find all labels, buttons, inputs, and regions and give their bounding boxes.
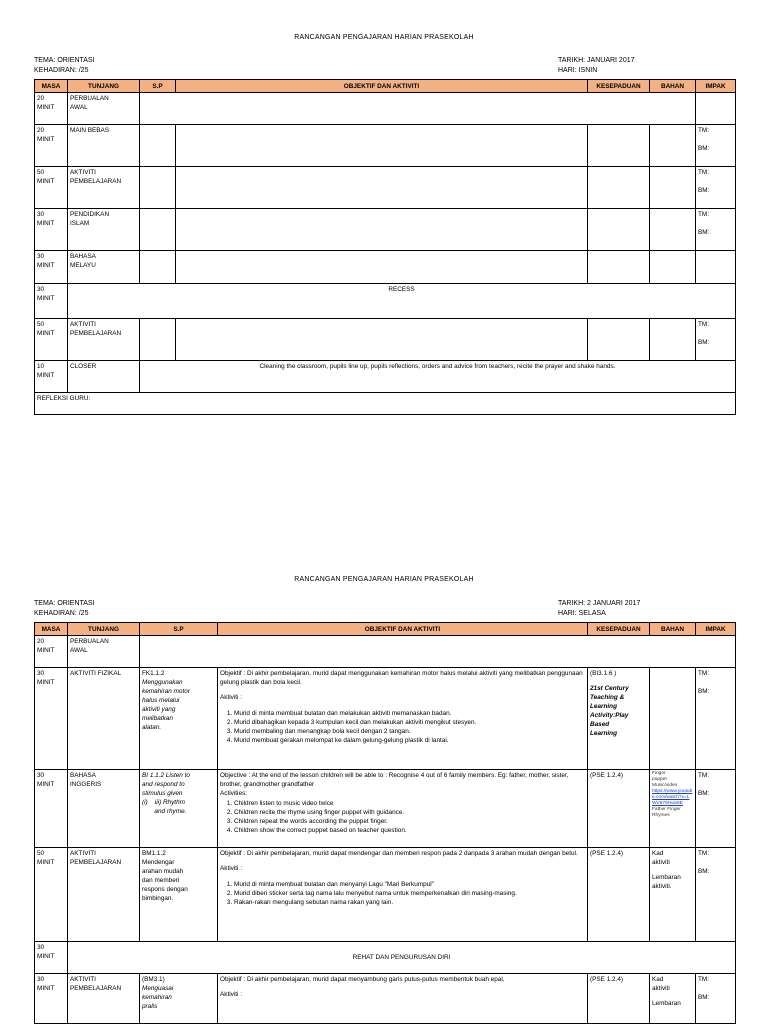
recess-cell: RECESS [68, 284, 736, 319]
header-objektif: OBJEKTIF DAN AKTIVITI [176, 80, 588, 93]
masa-cell: 50 MINIT [35, 167, 68, 209]
tm-label: TM: [698, 127, 710, 134]
header-bahan: BAHAN [650, 80, 696, 93]
bm-label: BM: [698, 145, 710, 152]
tunjang-cell: BAHASA MELAYU [68, 251, 140, 284]
tm-label: TM: [698, 321, 710, 328]
kesepaduan-cell: (PSE 1.2.4) [588, 848, 650, 942]
bahan-text: Lembaran [652, 1000, 681, 1007]
tm-label: TM: [698, 976, 710, 983]
sp-cell [140, 668, 218, 770]
list-item: 1. Murid di minta membuat bulatan dan menyanyi Lagu "Mari Berkumpul" [234, 880, 585, 889]
objektif-text: Objektif : Di akhir pembelajaran, murid dapat mendengar dan memberi respon pada 2 daripada 3 arahan mudah dengan betul. [220, 850, 578, 857]
lesson-plan-table [34, 622, 736, 1024]
sp-cell [140, 770, 218, 848]
bahan-text: Finger puppet Music/video [652, 771, 678, 788]
bahan-cell [650, 974, 696, 1024]
objektif-text: Objektif : Di akhir pembelajaran, murid dapat menggunakan kemahiran motor halus melalui aktiviti yang melibatkan penggunaan gelung plastik dan bola kecil. [220, 670, 583, 686]
objective-text: Objective : At the end of the lesson children will be able to : Recognise 4 out of 6 family members. Eg: father, mother, sister, brother, grandmother grandfather [220, 772, 569, 788]
aktiviti-label: Aktiviti : [220, 865, 243, 872]
objektif-cell [218, 974, 588, 1024]
list-item: 2. Children recite the rhyme using finger puppet with guidance. [234, 808, 585, 817]
tunjang-cell: PERBUALAN AWAL [68, 93, 140, 125]
header-tunjang: TUNJANG [68, 80, 140, 93]
bm-label: BM: [698, 339, 710, 346]
bm-label: BM: [698, 994, 710, 1001]
list-item: 4. Children show the correct puppet based on teacher question. [234, 826, 585, 835]
header-tunjang: TUNJANG [68, 623, 140, 636]
hari-label: HARI: SELASA [558, 610, 606, 617]
tunjang-cell: BAHASA INGGERIS [68, 770, 140, 848]
table-row [35, 668, 736, 770]
header-objektif: OBJEKTIF DAN AKTIVITI [218, 623, 588, 636]
objektif-cell [218, 668, 588, 770]
page-title: RANCANGAN PENGAJARAN HARIAN PRASEKOLAH [294, 34, 474, 41]
activities-label: Activities: [220, 790, 247, 797]
list-item: 2. Murid dibahagikan kepada 3 kumpulan kecil dan melakukan aktiviti mengikut stesyen. [234, 718, 585, 727]
kesepaduan-cell: (PSE 1.2.4) [588, 770, 650, 848]
masa-cell: 20 MINIT [35, 125, 68, 167]
bahan-text: Kad aktiviti [652, 850, 670, 866]
sp-cell [140, 974, 218, 1024]
kesepaduan-cell [588, 668, 650, 770]
header-impak: IMPAK [696, 623, 736, 636]
activity-list [220, 880, 585, 907]
header-impak: IMPAK [696, 80, 736, 93]
kesepaduan-code: (BI3.1.6 ) [590, 670, 617, 677]
tarikh-label: TARIKH: 2 JANUARI 2017 [558, 600, 641, 607]
list-item: 3. Murid membaling dan menangkap bola kecil dengan 2 tangan. [234, 727, 585, 736]
tunjang-cell: AKTIVITI PEMBELAJARAN [68, 974, 140, 1024]
table-row [35, 770, 736, 848]
list-item: 4. Murid membuat gerakan melompat ke dalam gelung-gelung plastik di lantai. [234, 736, 585, 745]
sp-cell [140, 848, 218, 942]
tunjang-cell: PERBUALAN AWAL [68, 636, 140, 668]
tunjang-cell: CLOSER [68, 361, 140, 393]
table-row [35, 848, 736, 942]
table-row [35, 942, 736, 974]
impak-cell [696, 848, 736, 942]
tm-label: TM: [698, 850, 710, 857]
page-title: RANCANGAN PENGAJARAN HARIAN PRASEKOLAH [294, 576, 474, 583]
table-row [35, 974, 736, 1024]
list-item: 3. Children repeat the words according the puppet finger. [234, 817, 585, 826]
sp-text: Menguasai kemahiran pralis [142, 985, 174, 1010]
header-masa: MASA [35, 80, 68, 93]
refleksi-cell: REFLEKSI GURU: [35, 393, 736, 415]
bahan-text: Kad aktiviti [652, 976, 670, 992]
tm-label: TM: [698, 169, 710, 176]
masa-cell: 20 MINIT [35, 93, 68, 125]
activity-list [220, 799, 585, 835]
table-header-row [35, 623, 736, 636]
bahan-text: Father Finger Rhymes [652, 807, 681, 818]
tunjang-cell: MAIN BEBAS [68, 125, 140, 167]
tarikh-label: TARIKH: JANUARI 2017 [558, 57, 635, 64]
bm-label: BM: [698, 229, 710, 236]
sp-code: (BM3.1) [142, 976, 165, 983]
list-item: 1. Children listen to music video twice [234, 799, 585, 808]
masa-cell: 50 MINIT [35, 848, 68, 942]
closer-cell: Cleaning the classroom, pupils line up, pupils reflections, orders and advice from teachers, recite the prayer and shake hands. [140, 361, 736, 393]
masa-cell: 30 MINIT [35, 974, 68, 1024]
list-item: 1. Murid di minta membuat bulatan dan melakukan aktiviti memanaskan badan. [234, 709, 585, 718]
impak-cell [696, 668, 736, 770]
kesepaduan-cell: (PSE 1.2.4) [588, 974, 650, 1024]
objektif-cell [218, 770, 588, 848]
rehat-cell: REHAT DAN PENGURUSAN DIRI [68, 942, 736, 974]
impak-cell [696, 770, 736, 848]
kehadiran-label: KEHADIRAN: /25 [34, 67, 89, 74]
kehadiran-label: KEHADIRAN: /25 [34, 610, 89, 617]
sp-text: BI 1.1.2 Listen to and respond to stimulus given [142, 772, 190, 797]
objektif-text: Objektif : Di akhir pembelajaran, murid dapat menyambung garis putus-putus membentuk buah epal. [220, 976, 505, 983]
sp-subtext: (i) iii) Rhythm and rhyme. [142, 799, 187, 815]
bahan-cell [650, 668, 696, 770]
header-sp: S.P [140, 80, 176, 93]
tunjang-cell: AKTIVITI PEMBELAJARAN [68, 167, 140, 209]
impak-cell [696, 974, 736, 1024]
header-kesepaduan: KESEPADUAN [588, 80, 650, 93]
masa-cell: 30 MINIT [35, 251, 68, 284]
masa-cell: 30 MINIT [35, 770, 68, 848]
kesepaduan-text: 21st Century Teaching & Learning Activity:Play Based Learning [590, 685, 629, 737]
bahan-cell [650, 770, 696, 848]
bm-label: BM: [698, 688, 710, 695]
aktiviti-label: Aktiviti : [220, 991, 243, 998]
header-masa: MASA [35, 623, 68, 636]
masa-cell: 20 MINIT [35, 636, 68, 668]
list-item: 3. Rakan-rakan mengulang sebutan nama rakan yang lain. [234, 898, 585, 907]
table-row [35, 636, 736, 668]
bm-label: BM: [698, 868, 710, 875]
masa-cell: 30 MINIT [35, 942, 68, 974]
masa-cell: 30 MINIT [35, 284, 68, 319]
tm-label: TM: [698, 211, 710, 218]
bm-label: BM: [698, 790, 710, 797]
bahan-cell [650, 848, 696, 942]
aktiviti-label: Aktiviti : [220, 694, 243, 701]
activity-list [220, 709, 585, 745]
masa-cell: 50 MINIT [35, 319, 68, 361]
sp-code: BM1.1.2 [142, 850, 166, 857]
tunjang-cell: PENDIDIKAN ISLAM [68, 209, 140, 251]
tema-label: TEMA: ORIENTASI [34, 600, 95, 607]
objektif-cell [218, 848, 588, 942]
masa-cell: 10 MINIT [35, 361, 68, 393]
header-kesepaduan: KESEPADUAN [588, 623, 650, 636]
sp-text: Mendengar arahan mudah dan memberi respons dengan bimbingan. [142, 859, 188, 902]
masa-cell: 30 MINIT [35, 668, 68, 770]
masa-cell: 30 MINIT [35, 209, 68, 251]
tm-label: TM: [698, 772, 710, 779]
header-sp: S.P [140, 623, 218, 636]
list-item: 2. Murid diberi sticker serta tag nama lalu menyebut nama untuk memperkenalkan diri masing-masing. [234, 889, 585, 898]
header-bahan: BAHAN [650, 623, 696, 636]
video-link[interactable]: https://www.youtube.com/watch?v=LWV676Hwx8E [652, 789, 693, 806]
tunjang-cell: AKTIVITI PEMBELAJARAN [68, 848, 140, 942]
hari-label: HARI: ISNIN [558, 67, 598, 74]
tm-label: TM: [698, 670, 710, 677]
tunjang-cell: AKTIVITI FIZIKAL [68, 668, 140, 770]
sp-text: Menggunakan kemahiran motor halus melalui aktiviti yang melibatkan alatan. [142, 679, 190, 731]
tunjang-cell: AKTIVITI PEMBELAJARAN [68, 319, 140, 361]
bm-label: BM: [698, 187, 710, 194]
tema-label: TEMA: ORIENTASI [34, 57, 95, 64]
empty-cell [140, 636, 736, 668]
sp-code: FK1.1.2 [142, 670, 165, 677]
bahan-text: Lembaran aktiviti. [652, 874, 681, 890]
